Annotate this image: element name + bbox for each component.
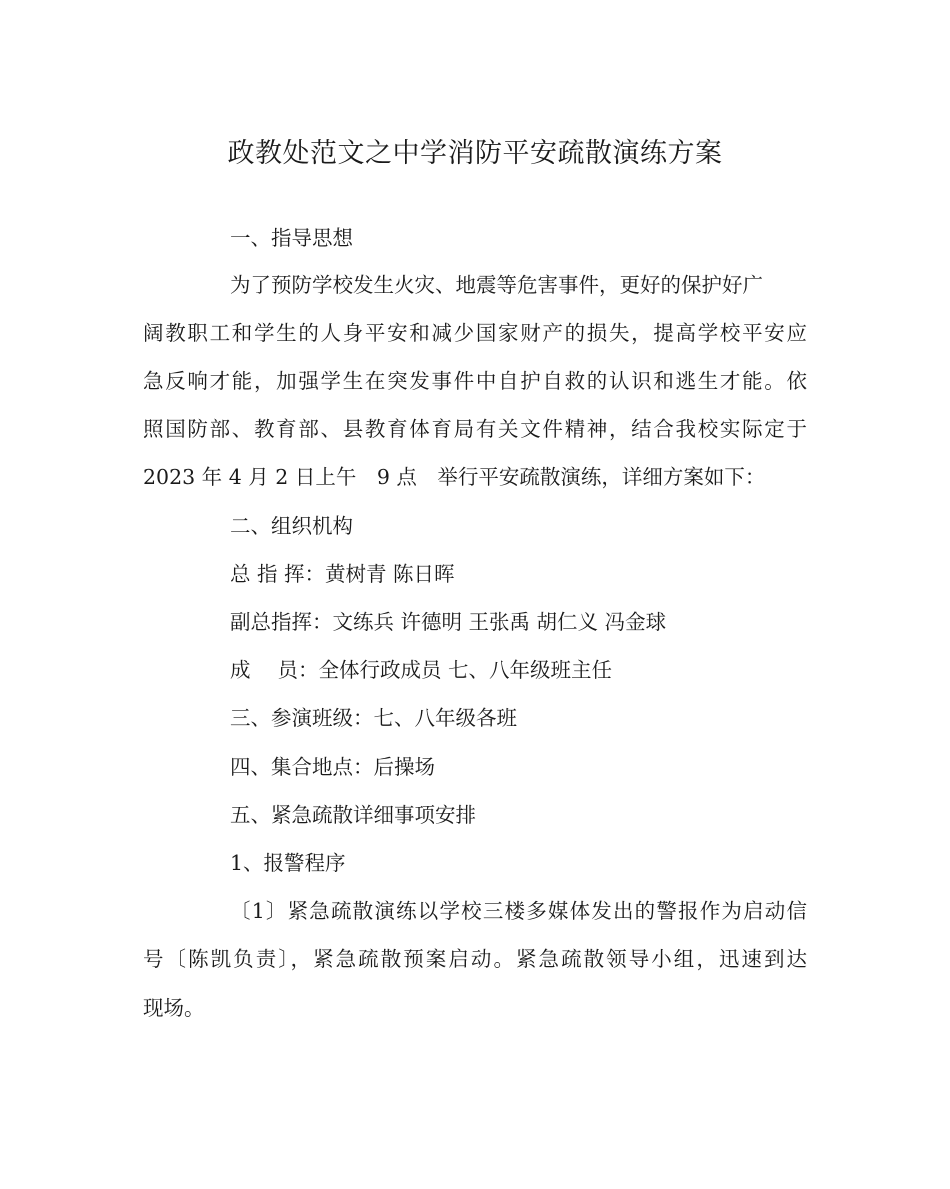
section-heading-guiding-principle: 一、指导思想 bbox=[230, 226, 353, 250]
document-title: 政教处范文之中学消防平安疏散演练方案 bbox=[227, 138, 723, 169]
section-heading-organization: 二、组织机构 bbox=[230, 514, 353, 538]
paragraph-line: 〔1〕紧急疏散演练以学校三楼多媒体发出的警报作为启动信 bbox=[230, 899, 807, 923]
deputy-commander-line: 副总指挥：文练兵 许德明 王张禹 胡仁义 冯金球 bbox=[230, 610, 667, 634]
paragraph-line: 照国防部、教育部、县教育体育局有关文件精神，结合我校实际定于 bbox=[143, 417, 807, 441]
paragraph-line: 2023 年 4 月 2 日上午 9 点 举行平安疏散演练，详细方案如下： bbox=[143, 465, 766, 489]
section-participating-classes: 三、参演班级：七、八年级各班 bbox=[230, 706, 517, 730]
paragraph-line: 急反响才能，加强学生在突发事件中自护自救的认识和逃生才能。依 bbox=[143, 369, 807, 393]
subsection-heading-alarm-procedure: 1、报警程序 bbox=[230, 851, 346, 875]
members-line: 成 员：全体行政成员 七、八年级班主任 bbox=[230, 658, 613, 682]
paragraph-line: 号〔陈凯负责〕，紧急疏散预案启动。紧急疏散领导小组，迅速到达 bbox=[143, 947, 807, 971]
paragraph-line: 现场。 bbox=[143, 996, 205, 1020]
paragraph-line: 为了预防学校发生火灾、地震等危害事件，更好的保护好广 bbox=[230, 273, 763, 297]
section-assembly-point: 四、集合地点：后操场 bbox=[230, 755, 435, 779]
section-heading-evacuation-arrangements: 五、紧急疏散详细事项安排 bbox=[230, 803, 476, 827]
commander-line: 总 指 挥：黄树青 陈日晖 bbox=[230, 562, 455, 586]
paragraph-line: 阔教职工和学生的人身平安和减少国家财产的损失，提高学校平安应 bbox=[143, 321, 807, 345]
